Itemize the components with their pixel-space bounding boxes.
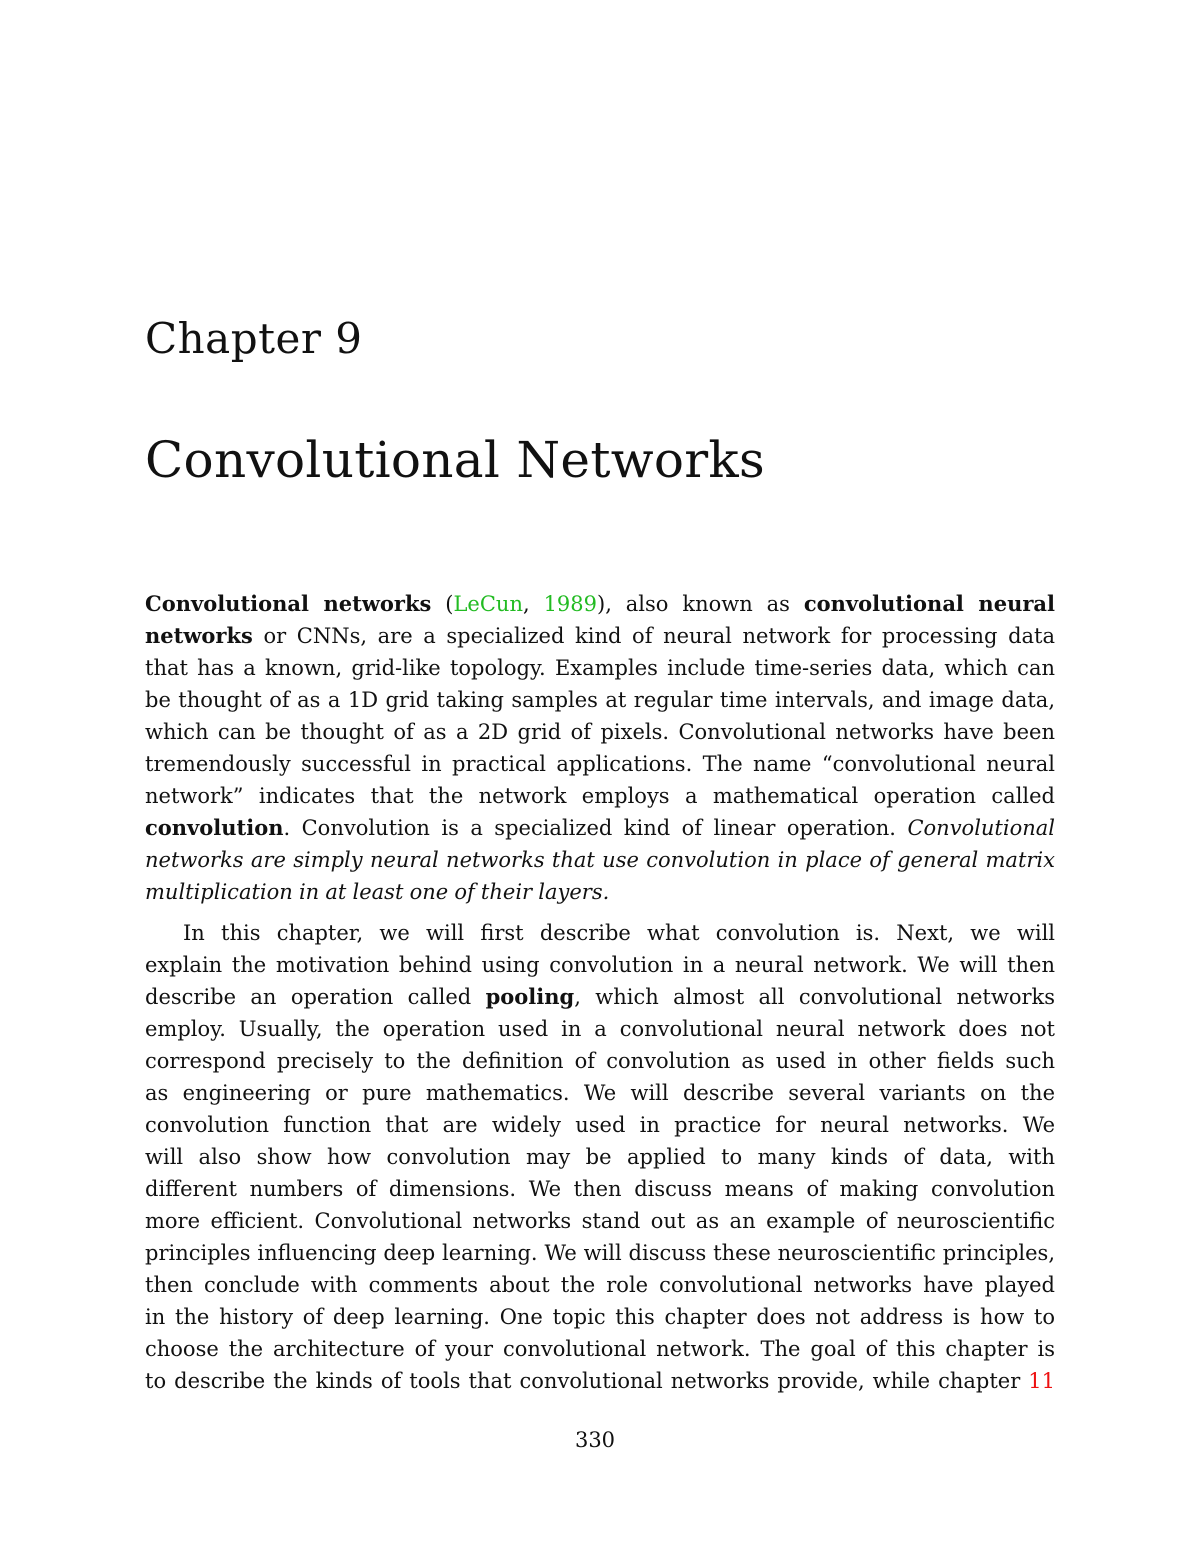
paragraph-2-line-12: then conclude with comments about the role convolutional networks have played: [145, 1273, 1055, 1297]
paragraph-1-line-8: [145, 812, 1055, 844]
chapter-reference-link[interactable]: 11: [1028, 1369, 1055, 1393]
term-convolution: convolution: [145, 815, 284, 840]
body-text: [145, 588, 1055, 1397]
text-fragment: ,: [522, 592, 544, 616]
term-convolutional-neural: convolutional neural: [803, 591, 1055, 616]
paragraph-2-line-15: [145, 1365, 1055, 1397]
page-number: 330: [574, 1428, 616, 1452]
paragraph-2-line-4: employ. Usually, the operation used in a convolutional neural network does not: [145, 1017, 1055, 1041]
paragraph-2-line-6: as engineering or pure mathematics. We will describe several variants on the: [145, 1081, 1055, 1105]
chapter-label: Chapter 9: [145, 314, 363, 363]
term-pooling: pooling: [485, 984, 575, 1009]
text-fragment: to describe the kinds of tools that convolutional networks provide, while chapter: [145, 1369, 1029, 1393]
paragraph-1-line-9: networks are simply neural networks that use convolution in place of general matrix: [145, 848, 1055, 872]
paragraph-2-line-3: [145, 981, 1055, 1013]
text-fragment: or CNNs, are a specialized kind of neural network for processing data: [252, 624, 1055, 648]
paragraph-2-line-2: explain the motivation behind using convolution in a neural network. We will then: [145, 953, 1055, 977]
paragraph-1-line-2: [145, 620, 1055, 652]
term-convolutional-networks: Convolutional networks: [145, 591, 432, 616]
paragraph-gap: [145, 908, 1055, 917]
paragraph-1-line-5: which can be thought of as a 2D grid of pixels. Convolutional networks have been: [145, 720, 1055, 744]
paragraph-2-line-9: different numbers of dimensions. We then discuss means of making convolution: [145, 1177, 1055, 1201]
term-networks: networks: [145, 623, 253, 648]
chapter-title: Convolutional Networks: [145, 431, 765, 489]
emphasis-fragment: Convolutional: [907, 816, 1055, 840]
paragraph-1-line-6: tremendously successful in practical applications. The name “convolutional neural: [145, 752, 1055, 776]
citation-author-link[interactable]: LeCun: [453, 592, 523, 616]
paragraph-1-line-4: be thought of as a 1D grid taking samples at regular time intervals, and image data,: [145, 688, 1055, 712]
paragraph-2-line-13: in the history of deep learning. One topic this chapter does not address is how to: [145, 1305, 1055, 1329]
text-fragment: ), also known as: [597, 592, 804, 616]
text-fragment: describe an operation called: [145, 985, 486, 1009]
text-fragment: (: [431, 592, 454, 616]
paragraph-1-line-1: [145, 588, 1055, 620]
paragraph-2-line-5: correspond precisely to the definition of convolution as used in other fields such: [145, 1049, 1055, 1073]
paragraph-1-line-10: multiplication in at least one of their layers.: [145, 880, 610, 904]
paragraph-2-line-11: principles influencing deep learning. We will discuss these neuroscientific principles,: [145, 1241, 1055, 1265]
paragraph-2-line-7: convolution function that are widely used in practice for neural networks. We: [145, 1113, 1055, 1137]
paragraph-2-line-10: more efficient. Convolutional networks stand out as an example of neuroscientific: [145, 1209, 1055, 1233]
paragraph-1-line-3: that has a known, grid-like topology. Examples include time-series data, which can: [145, 656, 1055, 680]
paragraph-2-line-8: will also show how convolution may be applied to many kinds of data, with: [145, 1145, 1055, 1169]
citation-year-link[interactable]: 1989: [543, 592, 598, 616]
paragraph-2-line-14: choose the architecture of your convolutional network. The goal of this chapter is: [145, 1337, 1055, 1361]
paragraph-1-line-7: network” indicates that the network employs a mathematical operation called: [145, 784, 1055, 808]
text-fragment: , which almost all convolutional networks: [574, 985, 1055, 1009]
text-fragment: . Convolution is a specialized kind of linear operation.: [283, 816, 908, 840]
paragraph-2-line-1: In this chapter, we will first describe what convolution is. Next, we will: [183, 921, 1055, 945]
